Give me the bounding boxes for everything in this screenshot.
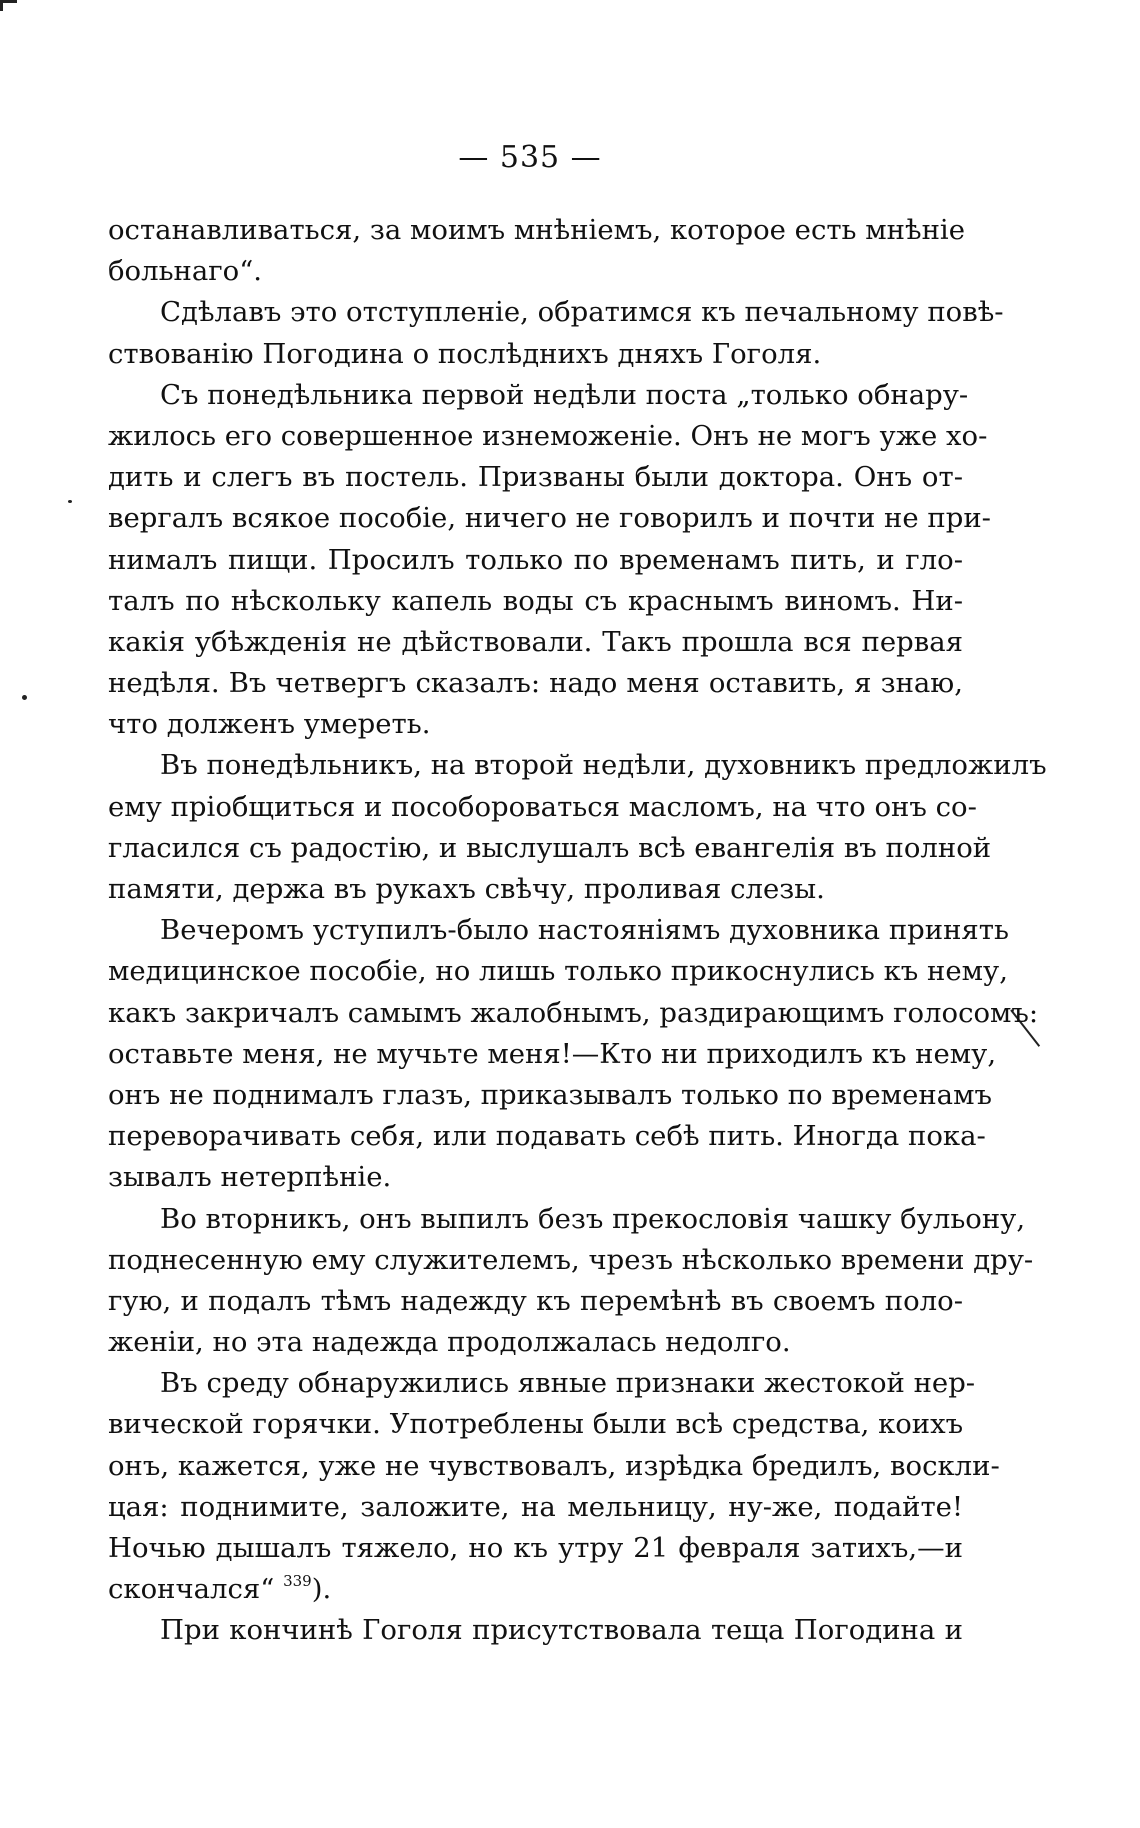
- text-line: Сдѣлавъ это отступленіе, обратимся къ печальному повѣ-: [160, 296, 1004, 329]
- text-line: При кончинѣ Гоголя присутствовала теща Погодина и: [160, 1614, 963, 1647]
- text-line: гласился съ радостію, и выслушалъ всѣ евангелія въ полной: [108, 831, 992, 864]
- text-line: ему пріобщиться и пособороваться масломъ, на что онъ со-: [108, 790, 977, 823]
- text-line-with-footnote: скончался“ $^{339}$).: [108, 1572, 332, 1606]
- text-line: зывалъ нетерпѣніе.: [108, 1161, 392, 1194]
- text-line: медицинское пособіе, но лишь только прикоснулись къ нему,: [108, 955, 1008, 988]
- text-line: Ночью дышалъ тяжело, но къ утру 21 февраля затихъ,—и: [108, 1532, 963, 1564]
- text-line: Въ понедѣльникъ, на второй недѣли, духовникъ предложилъ: [160, 749, 1047, 782]
- text-line: онъ, кажется, уже не чувствовалъ, изрѣдка бредилъ, воскли-: [108, 1449, 1000, 1482]
- text-line: нималъ пищи. Просилъ только по временамъ пить, и гло-: [108, 543, 963, 576]
- scan-corner-mark: [0, 0, 17, 11]
- text-line: женіи, но эта надежда продолжалась недолго.: [108, 1326, 791, 1359]
- text-line: памяти, держа въ рукахъ свѣчу, проливая слезы.: [108, 873, 825, 905]
- text-line: вергалъ всякое пособіе, ничего не говорилъ и почти не при-: [108, 502, 991, 535]
- body-text: [108, 210, 1047, 1652]
- text-line: больнаго“.: [108, 255, 263, 288]
- text-line: ствованію Погодина о послѣднихъ дняхъ Гоголя.: [108, 337, 822, 370]
- scan-speck: [22, 695, 27, 700]
- text-line: онъ не поднималъ глазъ, приказывалъ только по временамъ: [108, 1078, 992, 1111]
- footnote-reference[interactable]: 339: [283, 1572, 312, 1591]
- text-line: поднесенную ему служителемъ, чрезъ нѣсколько времени дру-: [108, 1243, 1034, 1276]
- scan-speck: [68, 500, 72, 503]
- text-line: талъ по нѣскольку капель воды съ краснымъ виномъ. Ни-: [108, 584, 963, 617]
- page-number: — 535 —: [458, 140, 602, 175]
- text-line: какъ закричалъ самымъ жалобнымъ, раздирающимъ голосомъ:: [108, 996, 1039, 1029]
- text-line: что долженъ умереть.: [108, 708, 431, 741]
- text-line: Во вторникъ, онъ выпилъ безъ прекословія чашку бульону,: [160, 1202, 1026, 1235]
- text-line: скончался“: [108, 1573, 275, 1606]
- text-line: недѣля. Въ четвергъ сказалъ: надо меня оставить, я знаю,: [108, 667, 963, 700]
- text-line: какія убѣжденія не дѣйствовали. Такъ прошла вся первая: [108, 625, 963, 658]
- text-line: вической горячки. Употреблены были всѣ средства, коихъ: [108, 1408, 964, 1441]
- text-line: останавливаться, за моимъ мнѣніемъ, которое есть мнѣніе: [108, 214, 965, 246]
- text-line: Въ среду обнаружились явные признаки жестокой нер-: [160, 1367, 976, 1400]
- text-line: цая: поднимите, заложите, на мельницу, ну-же, подайте!: [108, 1490, 963, 1523]
- text-line: Вечеромъ уступилъ-было настояніямъ духовника принять: [160, 914, 1009, 947]
- text-line: дить и слегъ въ постель. Призваны были доктора. Онъ от-: [108, 461, 963, 494]
- text-line: жилось его совершенное изнеможеніе. Онъ не могъ уже хо-: [108, 419, 988, 452]
- text-line: оставьте меня, не мучьте меня!—Кто ни приходилъ къ нему,: [108, 1037, 997, 1070]
- text-line: гую, и подалъ тѣмъ надежду къ перемѣнѣ въ своемъ поло-: [108, 1284, 963, 1317]
- text-line: переворачивать себя, или подавать себѣ пить. Иногда пока-: [108, 1120, 986, 1153]
- text-line: Съ понедѣльника первой недѣли поста „только обнару-: [160, 378, 969, 411]
